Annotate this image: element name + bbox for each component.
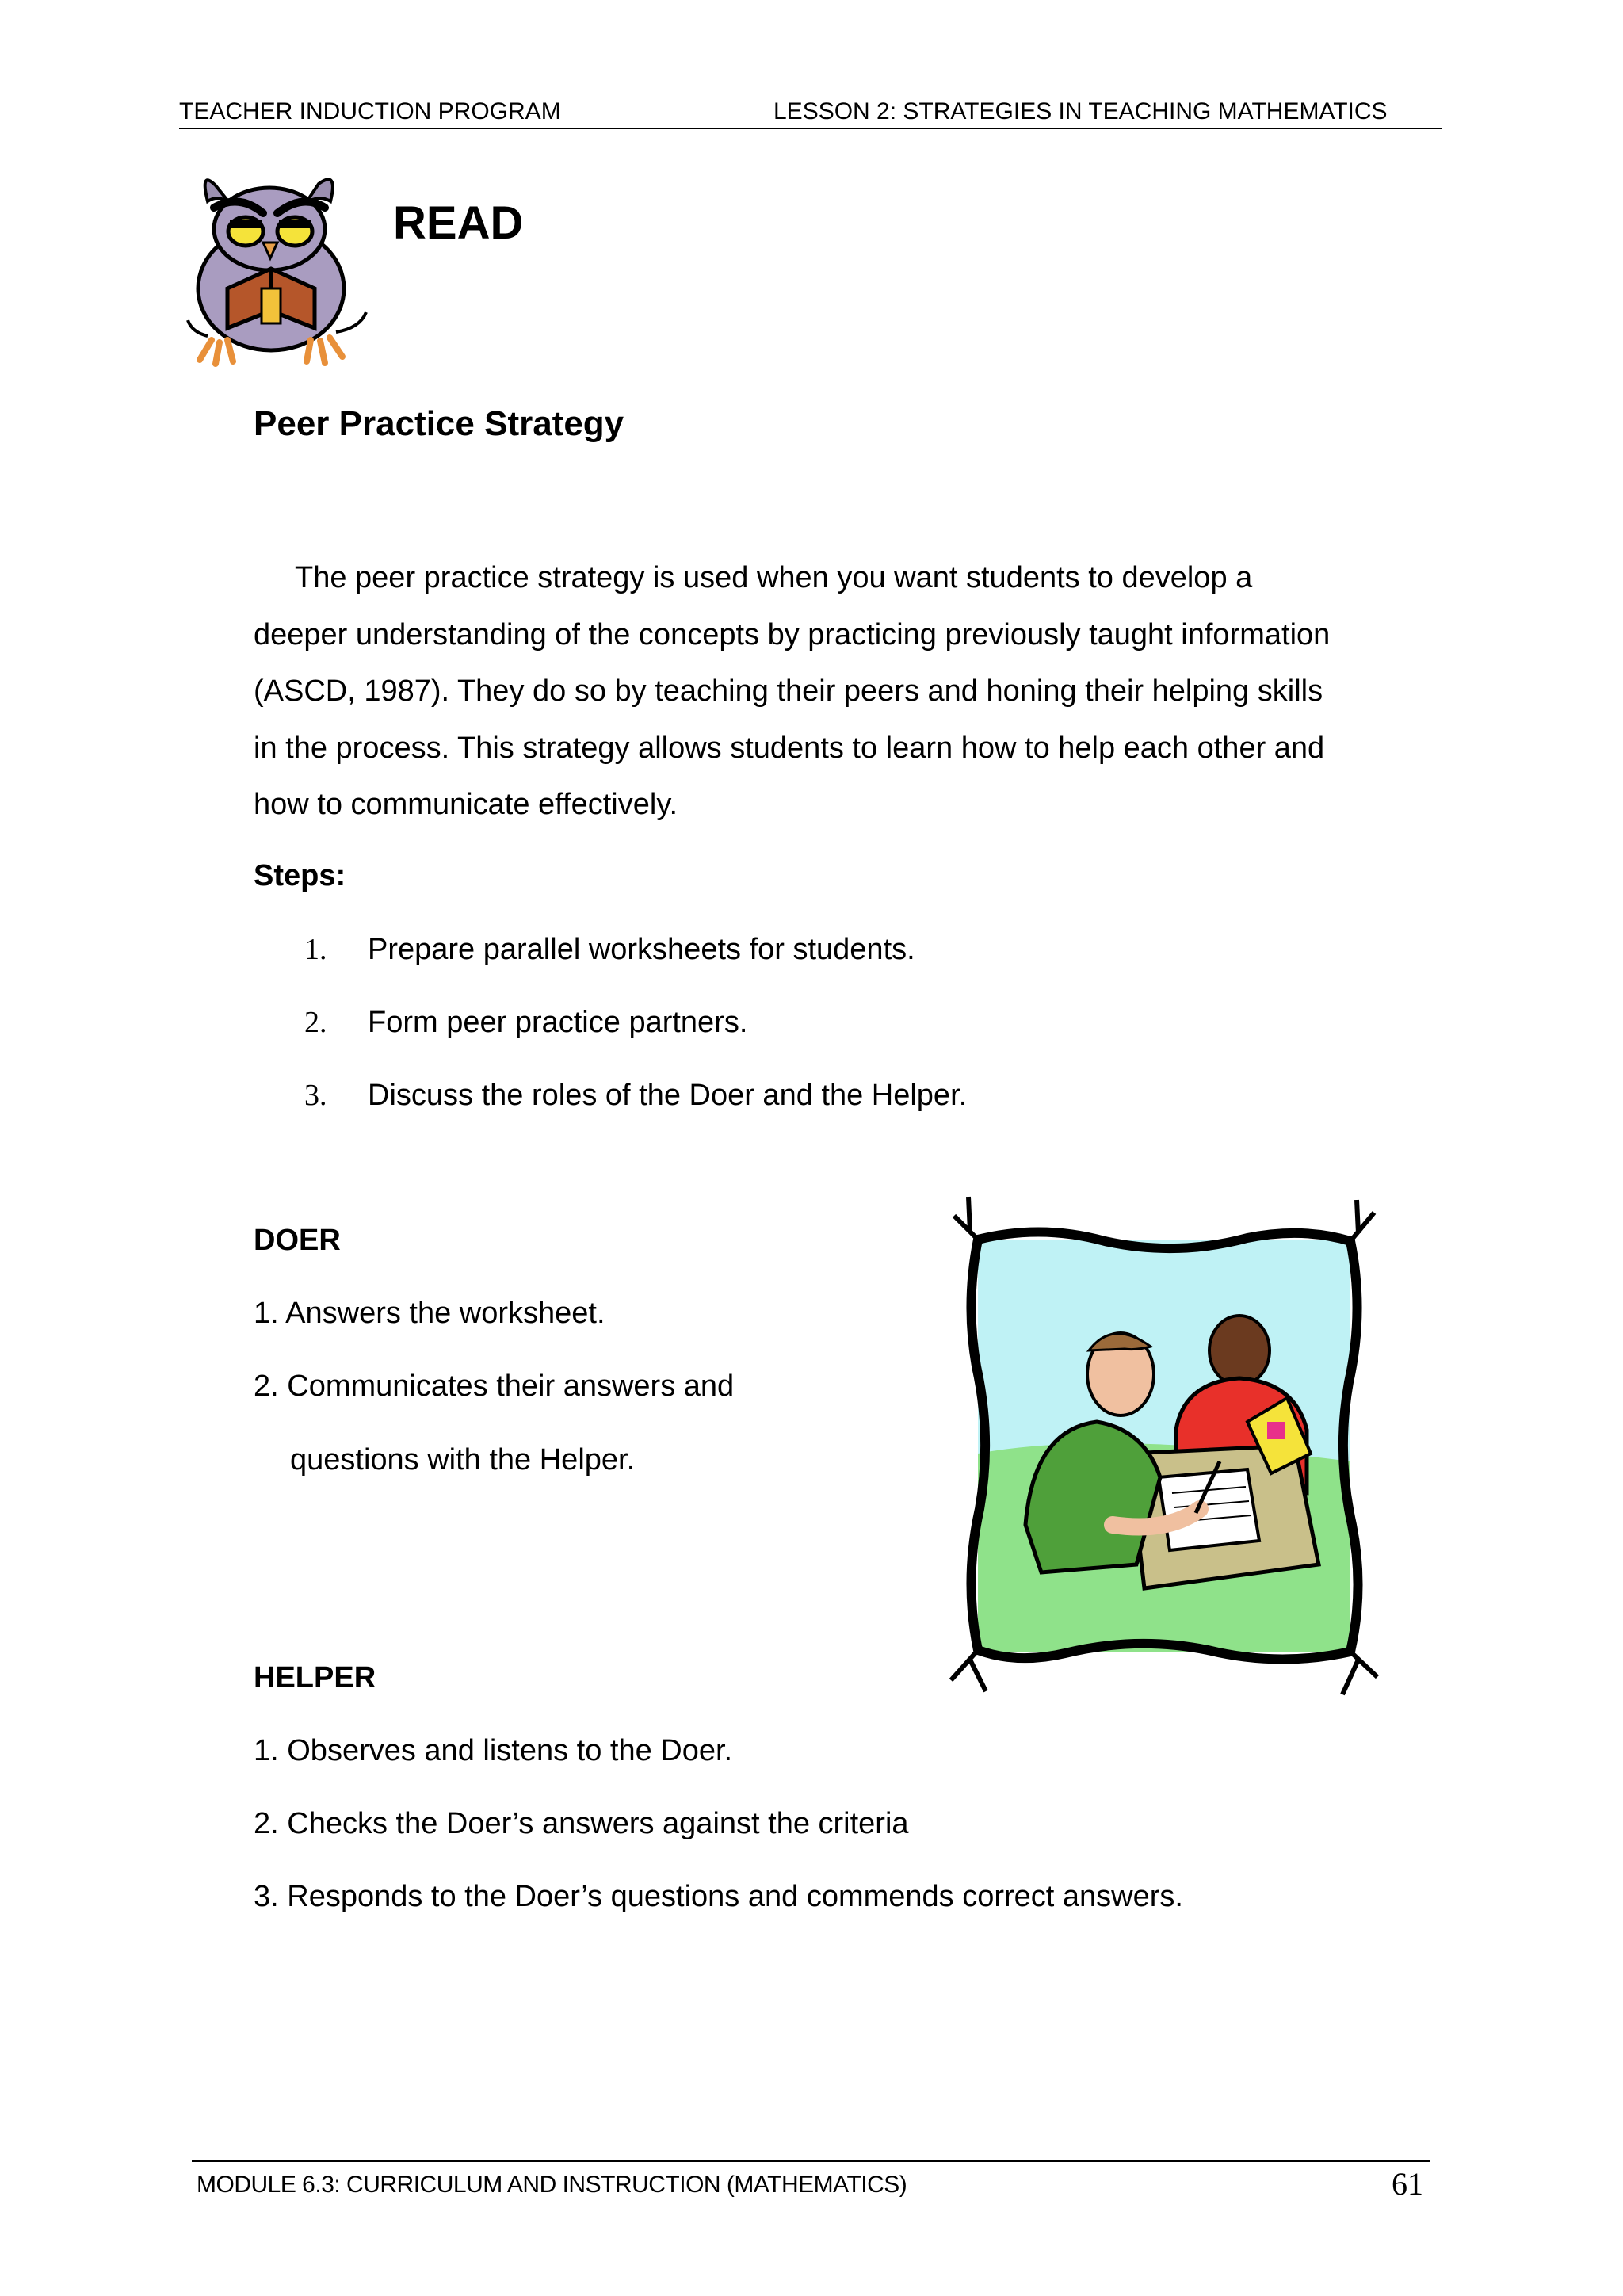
helper-label: HELPER bbox=[254, 1661, 376, 1694]
reading-owl-icon bbox=[184, 170, 374, 368]
header-divider bbox=[179, 128, 1442, 129]
header-right: LESSON 2: STRATEGIES IN TEACHING MATHEMATICS bbox=[773, 98, 1388, 124]
section-title: Peer Practice Strategy bbox=[254, 404, 624, 443]
step-number: 3. bbox=[304, 1079, 327, 1112]
paragraph-line: (ASCD, 1987). They do so by teaching their peers and honing their helping skills bbox=[254, 674, 1323, 708]
step-item bbox=[304, 1005, 747, 1040]
helper-item: 1. Observes and listens to the Doer. bbox=[254, 1734, 733, 1767]
footer-module: MODULE 6.3: CURRICULUM AND INSTRUCTION (MATHEMATICS) bbox=[197, 2172, 907, 2198]
step-number: 2. bbox=[304, 1006, 327, 1039]
step-item bbox=[304, 932, 915, 967]
helper-item: 2. Checks the Doer’s answers against the criteria bbox=[254, 1807, 909, 1840]
step-text: Discuss the roles of the Doer and the Helper. bbox=[368, 1079, 968, 1112]
step-item bbox=[304, 1078, 967, 1113]
page-number: 61 bbox=[1392, 2166, 1423, 2202]
step-number: 1. bbox=[304, 933, 327, 966]
students-studying-illustration bbox=[946, 1192, 1382, 1699]
helper-item: 3. Responds to the Doer’s questions and commends correct answers. bbox=[254, 1880, 1183, 1913]
paragraph-line: in the process. This strategy allows students to learn how to help each other and bbox=[254, 731, 1325, 765]
step-text: Prepare parallel worksheets for students. bbox=[368, 933, 915, 966]
header-left: TEACHER INDUCTION PROGRAM bbox=[179, 98, 561, 124]
steps-label: Steps: bbox=[254, 859, 346, 892]
doer-item: questions with the Helper. bbox=[290, 1443, 636, 1477]
paragraph-line: The peer practice strategy is used when you want students to develop a bbox=[295, 561, 1253, 594]
step-text: Form peer practice partners. bbox=[368, 1006, 748, 1039]
doer-item: 2. Communicates their answers and bbox=[254, 1370, 735, 1403]
read-title: READ bbox=[393, 197, 524, 249]
intro-paragraph bbox=[254, 550, 1442, 834]
doer-item: 1. Answers the worksheet. bbox=[254, 1297, 605, 1330]
footer-divider bbox=[192, 2160, 1430, 2162]
doer-label: DOER bbox=[254, 1224, 341, 1257]
paragraph-line: deeper understanding of the concepts by practicing previously taught information bbox=[254, 617, 1331, 651]
paragraph-line: how to communicate effectively. bbox=[254, 788, 678, 821]
